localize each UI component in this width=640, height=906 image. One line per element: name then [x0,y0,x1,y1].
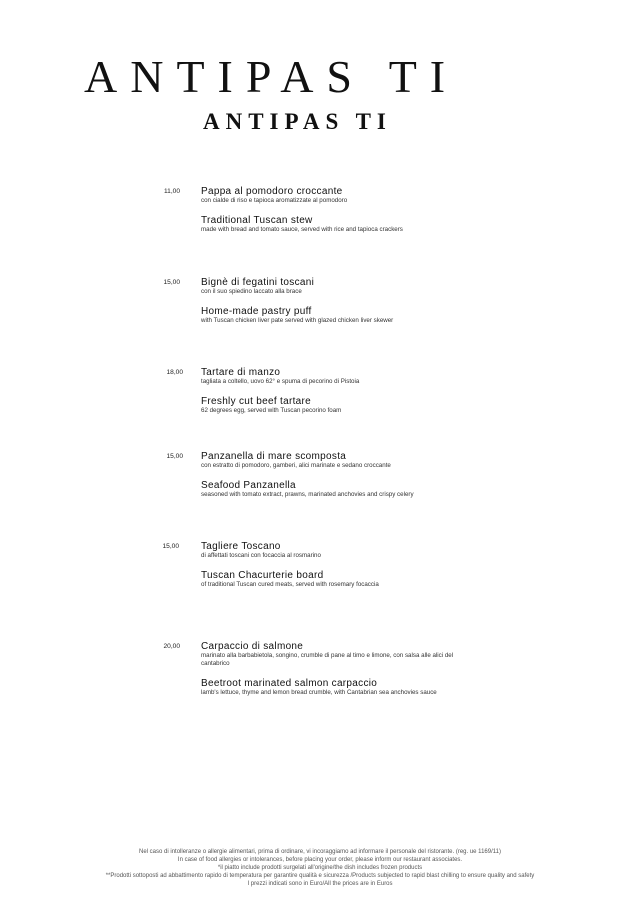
dish-name-en: Beetroot marinated salmon carpaccio [201,678,378,689]
dish-name-it: Pappa al pomodoro croccante [201,186,343,197]
page-subtitle: ANTIPAS TI [203,109,392,134]
dish-name-it: Tagliere Toscano [201,541,281,552]
dish-desc-en: with Tuscan chicken liver pate served with glazed chicken liver skewer [201,317,394,324]
dish-price: 11,00 [163,188,180,195]
dish-desc-it: con cialde di riso e tapioca aromatizzate al pomodoro [201,197,348,204]
dish-desc-en: of traditional Tuscan cured meats, served with rosemary focaccia [201,581,379,588]
dish-name-it: Tartare di manzo [201,367,281,378]
dish-name-en: Home-made pastry puff [201,306,312,317]
footer-line: **Prodotti sottoposti ad abbattimento rapido di temperatura per garantire qualità e sicurezza /Products subjected to rapid blast chilling to ensure quality and safety [105,873,535,879]
dish-name-it: Panzanella di mare scomposta [201,451,347,462]
dish-name-it: Bignè di fegatini toscani [201,277,315,288]
dish-name-en: Tuscan Chacurterie board [201,570,324,581]
footer-line: Nel caso di intolleranze o allergie alimentari, prima di ordinare, vi incoraggiamo ad informare il personale del ristorante. (reg. ue 1169/11) [139,849,501,855]
dish-price: 15,00 [163,279,180,286]
dish-price: 15,00 [162,543,179,550]
footer-line: I prezzi indicati sono in Euro/All the prices are in Euros [247,881,393,887]
dish-desc-en: seasoned with tomato extract, prawns, marinated anchovies and crispy celery [201,491,414,498]
dish-name-en: Freshly cut beef tartare [201,396,312,407]
allergen-footer [0,848,640,888]
dish-desc-en: 62 degrees egg, served with Tuscan pecorino foam [201,407,342,414]
footer-line: In case of food allergies or intolerances, before placing your order, please inform our restaurant associates. [177,857,463,863]
dish-desc-it: di affettati toscani con focaccia al rosmarino [201,552,321,559]
dish-name-en: Traditional Tuscan stew [201,215,313,226]
footer-line: *il piatto include prodotti surgelati all'origine/the dish includes frozen products [217,865,423,871]
dish-desc-it: con il suo spiedino laccato alla brace [201,288,302,295]
dish-desc-en: lamb's lettuce, thyme and lemon bread crumble, with Cantabrian sea anchovies sauce [201,689,437,696]
dish-name-en: Seafood Panzanella [201,480,296,491]
dish-price: 15,00 [166,453,183,460]
dish-desc-en: made with bread and tomato sauce, served with rice and tapioca crackers [201,226,403,233]
dish-desc-it: tagliata a coltello, uovo 62° e spuma di pecorino di Pistoia [201,378,360,385]
page-title: ANTIPAS TI [84,51,459,102]
dish-price: 18,00 [166,369,183,376]
dish-price: 20,00 [163,643,180,650]
dish-name-it: Carpaccio di salmone [201,641,304,652]
dish-desc-it: marinato alla barbabietola, songino, crumble di pane al timo e limone, con salsa alle alici del cantabrico [201,652,454,667]
dish-desc-it: con estratto di pomodoro, gamberi, alici marinate e sedano croccante [201,462,391,469]
